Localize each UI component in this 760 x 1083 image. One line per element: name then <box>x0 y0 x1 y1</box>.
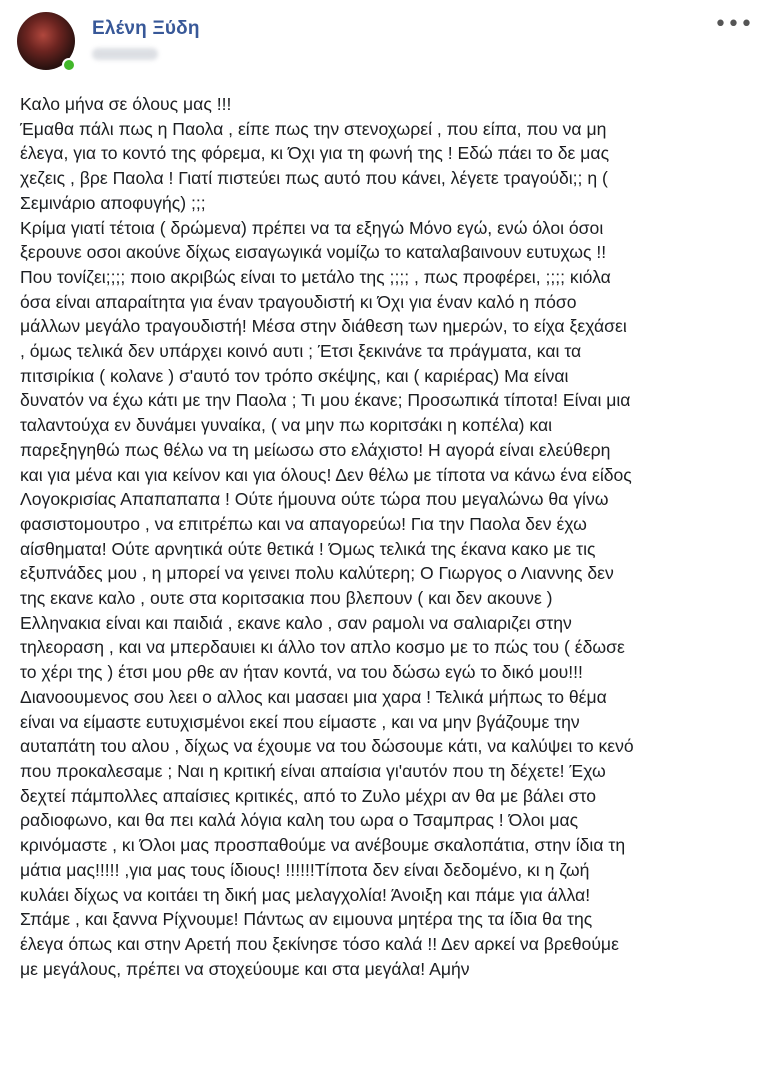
blurred-timestamp <box>92 48 158 60</box>
post-text-line: έλεγα όπως και στην Αρετή που ξεκίνησε τόσο καλά !! Δεν αρκεί να βρεθούμε <box>20 933 619 954</box>
post-text-line: Ελληνακια είναι και παιδιά , εκανε καλο , σαν ραμολι να σαλιαριζει στην <box>20 612 572 633</box>
post-text-line: αυταπάτη του αλου , δίχως να έχουμε να του δώσουμε κάτι, να καλύψει το κενό <box>20 736 634 757</box>
post-text-line: το χέρι της ) έτσι μου ρθε αν ήταν κοντά, να του δώσω εγώ το δικό μου!!! <box>20 662 583 683</box>
post-text-line: πιτσιρίκια ( κολανε ) σ'αυτό τον τρόπο σκέψης, και ( καριέρας) Μα είναι <box>20 365 569 386</box>
post-text-line: παρεξηγηθώ πως θέλω να τη μείωσω στο ελάχιστο! Η αγορά είναι ελεύθερη <box>20 439 611 460</box>
post-text-line: κρινόμαστε , κι Όλοι μας προσπαθούμε να ανέβουμε σκαλοπάτια, στην ίδια τη <box>20 835 626 856</box>
post-text-line: είναι να είμαστε ευτυχισμένοι εκεί που είμαστε , και να μην βγάζουμε την <box>20 711 580 732</box>
post-text-line: Καλο μήνα σε όλους μας !!! <box>20 94 232 114</box>
post-text-line: φασιστομουτρο , να επιτρέπω και να απαγορεύω! Για την Παολα δεν έχω <box>20 513 587 534</box>
post-text-line: Διανοουμενος σου λεει ο αλλος και μασαει μια χαρα ! Τελικά μήπως το θέμα <box>20 686 607 707</box>
post-text-line: , όμως τελικά δεν υπάρχει κοινό αυτι ; Έτσι ξεκινάνε τα πράγματα, και τα <box>20 341 582 362</box>
post-text-line: της εκανε καλο , ουτε στα κοριτσακια που βλεπουν ( και δεν ακουνε ) <box>20 588 553 609</box>
more-options-button[interactable] <box>714 14 752 36</box>
post-text-line: τηλεοραση , και να μπερδαυιει κι άλλο τον απλο κοσμο με το πώς του ( έδωσε <box>20 637 625 658</box>
post-text-line: αίσθηματα! Ούτε αρνητικά ούτε θετικά ! Όμως τελικά της έκανα κακο με τις <box>20 538 596 559</box>
post-text-line: μάτια μας!!!!! ,για μας τους ίδιους! !!!!!!Τίποτα δεν είναι δεδομένο, κι η ζωή <box>20 859 590 880</box>
post-text-line: ξερουνε οσοι ακούνε δίχως εισαγωγικά νομίζω το καταλαβαινουν ευτυχως !! <box>20 242 607 263</box>
post-text-line: και για μένα και για κείνον και για όλους! Δεν θέλω με τίποτα να κάνω ένα είδος <box>20 464 632 485</box>
post-text-line: ταλαντούχα εν δυνάμει γυναίκα, ( να μην πω κοριτσάκι η κοπέλα) και <box>20 415 553 436</box>
post-text-line: Λογοκρισίας Απαπαπαπα ! Ούτε ήμουνα ούτε τώρα που μεγαλώνω θα γίνω <box>20 489 609 510</box>
post-text-line: χεζεις , βρε Παολα ! Γιατί πιστεύει πως αυτό που κάνει, λέγετε τραγούδι;; η ( <box>20 168 608 189</box>
post-text-line: δυνατόν να έχω κάτι με την Παολα ; Τι μου έκανε; Προσωπικά τίποτα! Είναι μια <box>20 390 631 411</box>
post-text-line: μάλλων μεγάλο τραγουδιστή! Μέσα στην διάθεση των ημερών, το είχα ξεχάσει <box>20 316 627 337</box>
post-text-line: Σεμινάριο αποφυγής) ;;; <box>20 192 206 213</box>
post-text-line: που προκαλεσαμε ; Ναι η κριτική είναι απαίσια γι'αυτόν που τη δέχετε! Έχω <box>20 760 606 781</box>
post-text-line: ραδιοφωνο, και θα πει καλά λόγια καλη του ωρα ο Τσαμπρας ! Όλοι μας <box>20 810 579 831</box>
post-text-line: δεχτεί πάμπολλες απαίσιες κριτικές, από το Ζυλο μέχρι αν θα με βάλει στο <box>20 785 596 806</box>
post-text-line: εξυπνάδες μου , η μπορεί να γεινει πολυ καλύτερη; Ο Γιωργος ο Λιαννης δεν <box>20 563 614 584</box>
post-text-line: έλεγα, για το κοντό της φόρεμα, κι Όχι για τη φωνή της ! Εδώ πάει το δε μας <box>20 143 610 164</box>
online-status-dot <box>62 58 76 72</box>
post-text-line: όσα είναι απαραίτητα για έναν τραγουδιστή κι Όχι για έναν καλό η πόσο <box>20 291 577 312</box>
post-text <box>20 92 748 981</box>
post-text-line: Έμαθα πάλι πως η Παολα , είπε πως την στενοχωρεί , που είπα, που να μη <box>20 118 607 139</box>
post-text-line: με μεγάλους, πρέπει να στοχεύουμε και στα μεγάλα! Αμήν <box>20 958 470 979</box>
post-text-line: Που τονίζει;;;; ποιο ακριβώς είναι το μετάλο της ;;;; , πως προφέρει, ;;;; κιόλα <box>20 266 611 287</box>
post-text-line: κυλάει δίχως να κοιτάει τη δική μας μελαγχολία! Άνοιξη και πάμε για άλλα! <box>20 884 591 905</box>
more-horizontal-icon: ••• <box>714 12 753 37</box>
post-text-line: Κρίμα γιατί τέτοια ( δρώμενα) πρέπει να τα εξηγώ Μόνο εγώ, ενώ όλοι όσοι <box>20 217 604 238</box>
post-text-line: Σπάμε , και ξαννα Ρίχνουμε! Πάντως αν ειμουνα μητέρα της τα ίδια θα της <box>20 909 593 930</box>
author-name[interactable]: Ελένη Ξύδη <box>92 18 200 39</box>
